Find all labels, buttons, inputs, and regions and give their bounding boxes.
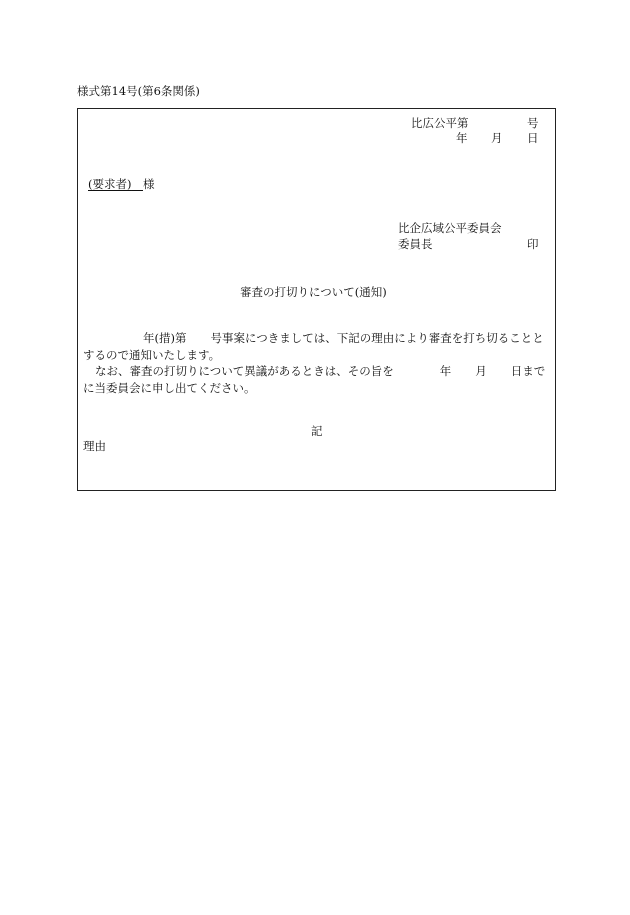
form-label: 様式第14号(第6条関係) — [77, 84, 200, 98]
date-month: 月 — [491, 131, 503, 145]
issuer-title: 委員長 — [398, 237, 433, 251]
date-day: 日 — [527, 131, 539, 145]
date-year: 年 — [456, 131, 468, 145]
addressee-honorific: 様 — [142, 177, 155, 191]
addressee — [88, 179, 154, 191]
doc-number-suffix: 号 — [527, 116, 539, 130]
reason-label: 理由 — [83, 439, 106, 453]
document-title: 審査の打切りについて(通知) — [240, 285, 387, 299]
deadline-month: 月 — [475, 364, 487, 378]
issuer-organization: 比企広域公平委員会 — [398, 221, 502, 235]
issuer-seal: 印 — [527, 237, 539, 251]
objection-text: なお、審査の打切りについて異議があるときは、その旨を — [95, 364, 394, 378]
deadline-day: 日まで — [510, 364, 546, 378]
case-year-label: 年(措)第 — [143, 331, 187, 345]
case-text: 号事案につきましては、下記の理由により審査を打ち切ることとするので通知いたします。 — [83, 331, 544, 362]
deadline-year: 年 — [439, 364, 452, 378]
doc-number-prefix: 比広公平第 — [411, 116, 469, 130]
addressee-name: (要求者) — [88, 177, 132, 191]
record-heading: 記 — [311, 424, 323, 438]
body-paragraph-2 — [83, 363, 549, 396]
body-paragraph-1 — [83, 330, 549, 363]
objection-tail: に当委員会に申し出てください。 — [83, 380, 256, 395]
